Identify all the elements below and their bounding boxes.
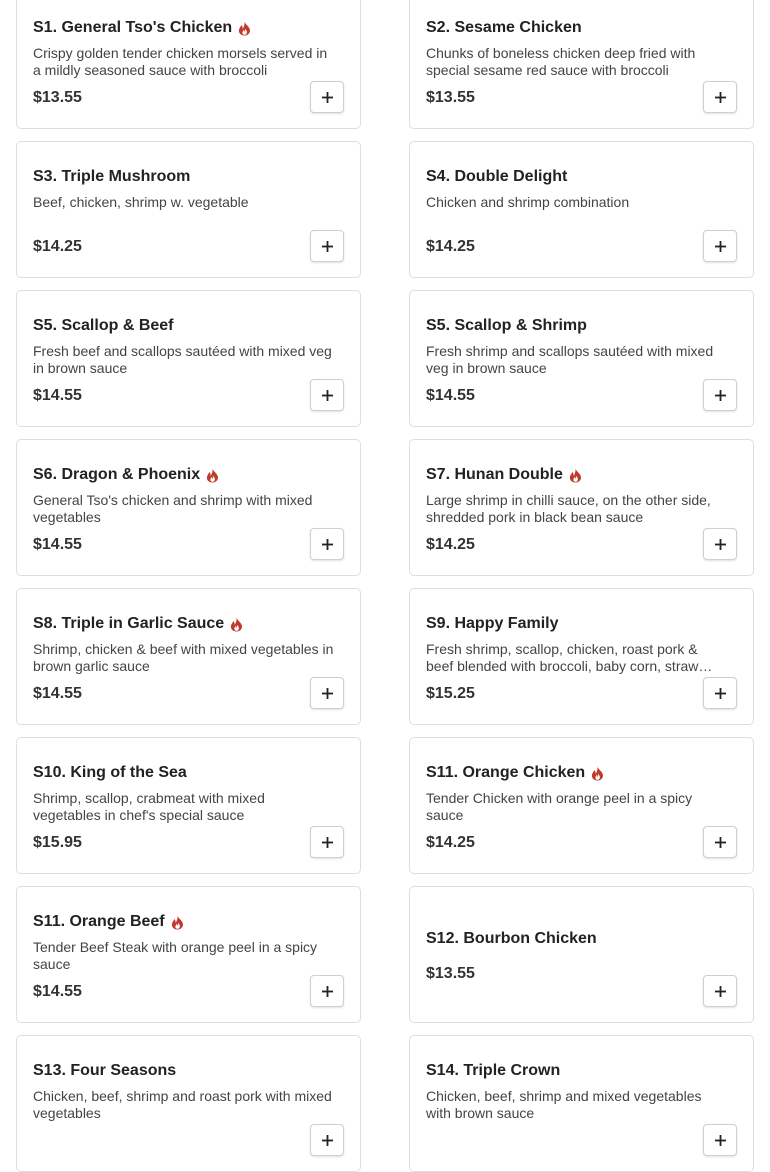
- item-title: [33, 466, 344, 484]
- item-description: Beef, chicken, shrimp w. vegetable: [33, 194, 249, 210]
- item-name: S5. Scallop & Beef: [33, 317, 174, 334]
- item-title: [426, 168, 737, 186]
- item-description: Crispy golden tender chicken morsels served in a mildly seasoned sauce with broccoli: [33, 45, 328, 78]
- item-title: [426, 930, 737, 948]
- menu-item-card[interactable]: [409, 886, 754, 1023]
- item-name: S1. General Tso's Chicken: [33, 19, 233, 36]
- plus-icon: [322, 241, 333, 252]
- flame-icon: [238, 21, 251, 36]
- plus-icon: [322, 539, 333, 550]
- item-description: Shrimp, scallop, crabmeat with mixed vegetables in chef's special sauce: [33, 790, 265, 823]
- menu-item-card[interactable]: [16, 737, 361, 874]
- item-title: [426, 19, 737, 37]
- item-description: Fresh shrimp, scallop, chicken, roast pork & beef blended with broccoli, baby corn, straw: [426, 641, 699, 674]
- plus-icon: [322, 688, 333, 699]
- item-price: $14.25: [426, 834, 475, 851]
- item-price: $15.25: [426, 685, 475, 702]
- item-title: [33, 764, 344, 782]
- plus-icon: [322, 986, 333, 997]
- plus-icon: [715, 986, 726, 997]
- item-price: $14.55: [33, 387, 82, 404]
- item-name: S5. Scallop & Shrimp: [426, 317, 587, 334]
- item-description: Chunks of boneless chicken deep fried with special sesame red sauce with broccoli: [426, 45, 696, 78]
- item-name: S11. Orange Beef: [33, 913, 165, 930]
- add-to-cart-button[interactable]: [310, 81, 344, 113]
- item-name: S4. Double Delight: [426, 168, 568, 185]
- menu-item-card[interactable]: [16, 588, 361, 725]
- add-to-cart-button[interactable]: [703, 528, 737, 560]
- item-title: [33, 168, 344, 186]
- item-name: S3. Triple Mushroom: [33, 168, 191, 185]
- menu-item-card[interactable]: [409, 141, 754, 278]
- item-name: S7. Hunan Double: [426, 466, 563, 483]
- menu-item-card[interactable]: [409, 290, 754, 427]
- flame-icon: [591, 766, 604, 781]
- add-to-cart-button[interactable]: [310, 1124, 344, 1156]
- item-price: $14.55: [33, 983, 82, 1000]
- add-to-cart-button[interactable]: [703, 81, 737, 113]
- item-title: [33, 19, 344, 37]
- item-name: S9. Happy Family: [426, 615, 559, 632]
- item-title: [426, 615, 737, 633]
- item-title: [33, 615, 344, 633]
- menu-item-card[interactable]: [16, 141, 361, 278]
- item-description: Fresh shrimp and scallops sautéed with mixed veg in brown sauce: [426, 343, 714, 376]
- item-price: $14.55: [33, 685, 82, 702]
- item-price: $14.55: [426, 387, 475, 404]
- plus-icon: [715, 539, 726, 550]
- item-description: General Tso's chicken and shrimp with mixed vegetables: [33, 492, 313, 525]
- item-price: $13.55: [33, 89, 82, 106]
- item-price: $15.95: [33, 834, 82, 851]
- add-to-cart-button[interactable]: [310, 379, 344, 411]
- add-to-cart-button[interactable]: [703, 230, 737, 262]
- add-to-cart-button[interactable]: [310, 677, 344, 709]
- item-description: Large shrimp in chilli sauce, on the other side, shredded pork in black bean sauce: [426, 492, 711, 525]
- add-to-cart-button[interactable]: [703, 677, 737, 709]
- plus-icon: [322, 1135, 333, 1146]
- plus-icon: [715, 688, 726, 699]
- flame-icon: [230, 617, 243, 632]
- item-name: S2. Sesame Chicken: [426, 19, 582, 36]
- item-price: $13.55: [426, 89, 475, 106]
- item-description: Shrimp, chicken & beef with mixed vegetables in brown garlic sauce: [33, 641, 334, 674]
- item-title: [426, 317, 737, 335]
- menu-item-card[interactable]: [16, 290, 361, 427]
- menu-item-card[interactable]: [16, 1035, 361, 1172]
- item-title: [426, 1062, 737, 1080]
- add-to-cart-button[interactable]: [310, 826, 344, 858]
- flame-icon: [171, 915, 184, 930]
- plus-icon: [322, 837, 333, 848]
- item-title: [33, 913, 344, 931]
- add-to-cart-button[interactable]: [703, 975, 737, 1007]
- menu-item-card[interactable]: [16, 0, 361, 129]
- item-price: $14.55: [33, 536, 82, 553]
- item-name: S8. Triple in Garlic Sauce: [33, 615, 225, 632]
- item-title: [33, 1062, 344, 1080]
- menu-item-card[interactable]: [409, 737, 754, 874]
- plus-icon: [715, 837, 726, 848]
- plus-icon: [322, 390, 333, 401]
- plus-icon: [715, 241, 726, 252]
- item-description: Tender Chicken with orange peel in a spicy sauce: [426, 790, 693, 823]
- item-name: S6. Dragon & Phoenix: [33, 466, 201, 483]
- item-name: S10. King of the Sea: [33, 764, 187, 781]
- plus-icon: [715, 1135, 726, 1146]
- item-description: Chicken, beef, shrimp and mixed vegetables with brown sauce: [426, 1088, 702, 1121]
- item-name: S12. Bourbon Chicken: [426, 930, 597, 947]
- add-to-cart-button[interactable]: [703, 826, 737, 858]
- item-title: [426, 764, 737, 782]
- plus-icon: [715, 390, 726, 401]
- menu-item-card[interactable]: [409, 1035, 754, 1172]
- item-description: Chicken, beef, shrimp and roast pork with mixed vegetables: [33, 1088, 332, 1121]
- item-price: $14.25: [33, 238, 82, 255]
- add-to-cart-button[interactable]: [310, 975, 344, 1007]
- item-name: S13. Four Seasons: [33, 1062, 177, 1079]
- item-description: Tender Beef Steak with orange peel in a spicy sauce: [33, 939, 318, 972]
- menu-item-card[interactable]: [409, 439, 754, 576]
- add-to-cart-button[interactable]: [310, 528, 344, 560]
- item-description: Chicken and shrimp combination: [426, 194, 630, 210]
- menu-item-card[interactable]: [16, 886, 361, 1023]
- menu-item-card[interactable]: [16, 439, 361, 576]
- flame-icon: [206, 468, 219, 483]
- item-price: $14.25: [426, 536, 475, 553]
- menu-item-card[interactable]: [409, 0, 754, 129]
- item-name: S14. Triple Crown: [426, 1062, 561, 1079]
- plus-icon: [322, 92, 333, 103]
- flame-icon: [569, 468, 582, 483]
- add-to-cart-button[interactable]: [310, 230, 344, 262]
- plus-icon: [715, 92, 726, 103]
- item-title: [426, 466, 737, 484]
- add-to-cart-button[interactable]: [703, 379, 737, 411]
- item-price: $14.25: [426, 238, 475, 255]
- add-to-cart-button[interactable]: [703, 1124, 737, 1156]
- item-title: [33, 317, 344, 335]
- menu-item-card[interactable]: [409, 588, 754, 725]
- item-price: $13.55: [426, 965, 475, 982]
- item-name: S11. Orange Chicken: [426, 764, 586, 781]
- item-description: Fresh beef and scallops sautéed with mixed veg in brown sauce: [33, 343, 332, 376]
